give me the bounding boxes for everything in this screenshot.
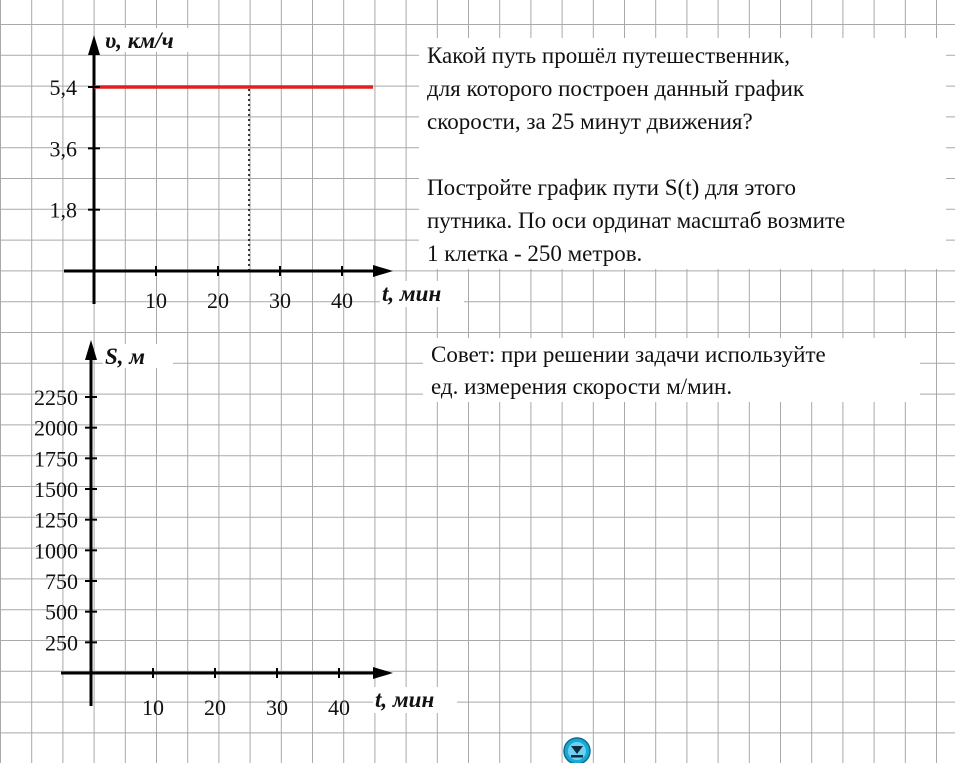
y-tick-label: 5,4	[49, 75, 77, 100]
y-tick-label: 250	[45, 630, 78, 656]
task-text-background	[419, 38, 946, 269]
y-tick-label: 1500	[34, 477, 78, 502]
scroll-down-icon[interactable]	[564, 738, 590, 763]
x-tick-label: 40	[331, 288, 353, 313]
y-axis-arrow	[85, 340, 97, 360]
x-axis-arrow	[373, 265, 393, 277]
y-tick-label: 2000	[34, 415, 78, 441]
x-tick-label: 30	[269, 288, 291, 313]
distance-y-axis-title: S, м	[105, 344, 146, 369]
x-tick-label: 40	[328, 695, 350, 720]
distance-chart	[34, 340, 457, 720]
hint-line: Совет: при решении задачи используйте	[431, 342, 826, 367]
distance-x-axis-title: t, мин	[375, 687, 435, 712]
velocity-y-axis-title: υ, км/ч	[105, 28, 174, 53]
y-tick-label: 1750	[34, 446, 78, 472]
x-tick-label: 20	[204, 695, 226, 720]
x-tick-label: 10	[145, 288, 167, 313]
x-tick-label: 30	[266, 695, 288, 720]
x-tick-label: 10	[142, 695, 164, 720]
task-text-box	[419, 38, 946, 269]
task-line: Постройте график пути S(t) для этого	[427, 175, 796, 200]
y-tick-label: 1,8	[49, 197, 77, 223]
y-tick-label: 1250	[34, 507, 78, 533]
velocity-chart	[50, 28, 465, 313]
task-line: 1 клетка - 250 метров.	[427, 241, 643, 266]
velocity-x-axis-title: t, мин	[382, 281, 442, 306]
y-tick-label: 2250	[34, 385, 78, 410]
hint-line: ед. измерения скорости м/мин.	[431, 374, 733, 399]
x-axis-arrow	[373, 667, 393, 679]
y-tick-label: 750	[45, 569, 78, 594]
task-line: скорости, за 25 минут движения?	[427, 109, 753, 134]
task-line: путника. По оси ординат масштаб возмите	[427, 208, 846, 233]
y-tick-label: 1000	[34, 538, 78, 564]
task-line: Какой путь прошёл путешественник,	[427, 43, 790, 68]
y-tick-label: 3,6	[49, 136, 77, 162]
task-line: для которого построен данный график	[427, 76, 805, 101]
distance-ticks	[34, 385, 350, 720]
y-axis-arrow	[88, 35, 100, 55]
x-tick-label: 20	[207, 288, 229, 313]
hint-text-box	[423, 338, 920, 402]
y-tick-label: 500	[45, 599, 78, 625]
